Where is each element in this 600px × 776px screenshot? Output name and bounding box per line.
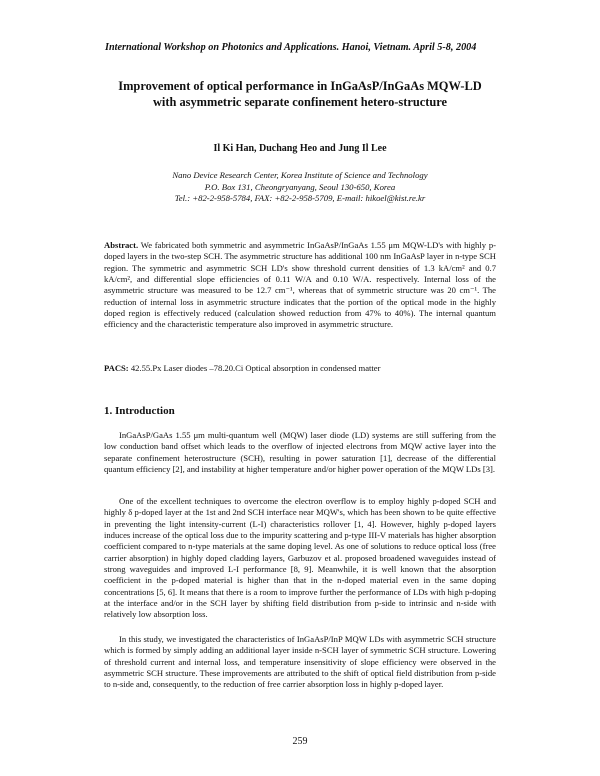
affiliation-line-1: Nano Device Research Center, Korea Institute of Science and Technology: [172, 170, 428, 180]
abstract: [104, 240, 496, 331]
pacs-label: PACS:: [104, 363, 129, 373]
affiliation-line-3: Tel.: +82-2-958-5784, FAX: +82-2-958-5709, E-mail: hikoel@kist.re.kr: [174, 193, 426, 204]
running-header: International Workshop on Photonics and Applications. Hanoi, Vietnam. April 5-8, 2004: [105, 42, 477, 53]
title-line-1: Improvement of optical performance in InGaAsP/InGaAs MQW-LD: [118, 79, 482, 93]
pacs: [104, 363, 496, 374]
abstract-text: We fabricated both symmetric and asymmetric InGaAsP/InGaAs 1.55 μm MQW-LD's with highly p-doped layers in the two-step SCH. The asymmetric structure has additional 100 nm InGaAsP layer in n-type SCH region. The symmetric and asymmetric SCH LD's show threshold current densities of 1.3 kA/cm² and 0.7 kA/cm², and differential slope efficiencies of 0.11 W/A and 0.10 W/A. respectively. Internal loss of the asymmetric structure was measured to be 12.7 cm⁻¹, whereas that of symmetric structure was 20 cm⁻¹. The reduction of internal loss in asymmetric structure indicates that the portion of the optical mode in the highly doped region is effectively reduced (calculation showed reduction from 47% to 40%). The internal quantum efficiency and the characteristic temperature also improved in asymmetric structure.: [104, 240, 496, 330]
intro-paragraph-1: InGaAsP/GaAs 1.55 μm multi-quantum well (MQW) laser diode (LD) systems are still suffering from the low conduction band offset which leads to the overflow of injected electrons from MQW active layer into the separate confinement heterostructure (SCH), resulting in power saturation [1], decrease of the differential quantum efficiency [2], and instability at higher temperature and/or higher power operation of the MQW LDs [3].: [104, 430, 496, 475]
pacs-text: 42.55.Px Laser diodes –78.20.Ci Optical absorption in condensed matter: [130, 363, 381, 373]
authors: Il Ki Han, Duchang Heo and Jung Il Lee: [213, 143, 387, 154]
affiliation-line-2: P.O. Box 131, Cheongryanyang, Seoul 130-650, Korea: [204, 181, 396, 192]
intro-paragraph-3: In this study, we investigated the characteristics of InGaAsP/InP MQW LDs with asymmetric SCH structure which is formed by simply adding an additional layer inside n-SCH layer of symmetric SCH structure. Lowering of threshold current and internal loss, and temperature insensitivity of slope efficiency were observed in the asymmetric SCH structure. These improvements are attributed to the shift of optical field distribution from p-side to n-side and, consequently, to the reduction of free carrier absorption loss in highly p-doped layer.: [104, 634, 496, 690]
intro-paragraph-2: One of the excellent techniques to overcome the electron overflow is to employ highly p-doped SCH and highly δ p-doped layer at the 1st and 2nd SCH interface near MQW's, which has been shown to be quite effective in preventing the light intensity-current (L-I) characteristics rollover [1, 4]. However, highly p-doped layers induces increase of the optical loss due to the impurity scattering and p-type III-V materials has higher absorption coefficient compared to n-type materials at the same doping level. As one of solutions to reduce optical loss (free carrier absorption) in highly doped cladding layers, Garbuzov et al. proposed broadened waveguides instead of strong waveguides and improved L-I performance [8, 9]. Meanwhile, it is well known that the absorption coefficient in the p-doped material is higher than that in the n-doped material even in the same doping concentrations [5, 6]. It means that there is a room to improve further the performance of LDs with high p-doping at the interface and/or in the SCH layer by shifting field distribution from p-side to intrinsic and n-side with relatively low absorption loss.: [104, 496, 496, 620]
paper-title: [60, 79, 540, 110]
title-line-2: with asymmetric separate confinement hetero-structure: [152, 94, 448, 109]
affiliation: [60, 170, 540, 205]
section-heading-introduction: 1. Introduction: [104, 405, 175, 417]
abstract-label: Abstract.: [104, 240, 139, 250]
page-number: 259: [292, 736, 308, 747]
